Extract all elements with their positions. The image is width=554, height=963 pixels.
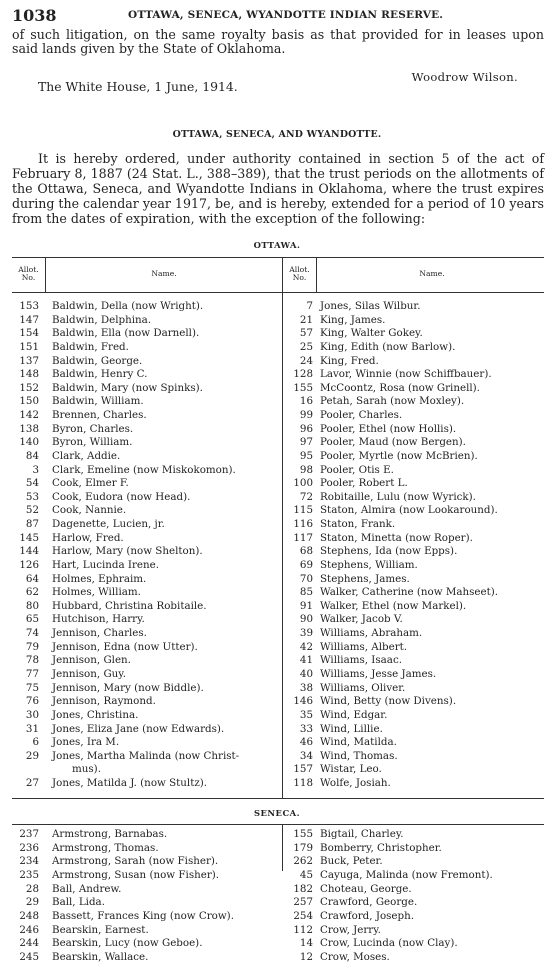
allottee-name: Ball, Andrew. [52, 882, 122, 895]
allotment-number: 236 [19, 841, 39, 854]
allotment-number: 138 [19, 422, 39, 435]
allotment-number: 91 [299, 599, 313, 612]
table-row [0, 546, 554, 557]
allotment-number: 75 [25, 681, 39, 694]
allotment-number: 112 [293, 923, 313, 936]
allottee-name: Wistar, Leo. [320, 763, 382, 776]
allottee-name: McCoontz, Rosa (now Grinell). [320, 381, 480, 394]
allotment-number: 46 [299, 736, 313, 749]
allottee-name: Crow, Jerry. [320, 923, 381, 936]
page-number: 1038 [12, 6, 57, 25]
allottee-name: Wind, Matilda. [320, 736, 397, 749]
allotment-number: 116 [293, 518, 313, 531]
allottee-name: Armstrong, Thomas. [52, 841, 159, 854]
allotment-number: 25 [299, 340, 313, 353]
allotment-number: 179 [293, 841, 313, 854]
allottee-name: Baldwin, George. [52, 354, 143, 367]
table-row [0, 952, 554, 963]
allottee-name: Baldwin, Ella (now Darnell). [52, 327, 200, 340]
allotment-number: 70 [299, 572, 313, 585]
allotment-number: 12 [299, 950, 313, 963]
allottee-name: Bomberry, Christopher. [320, 841, 442, 854]
allotment-number: 76 [25, 695, 39, 708]
allotment-number: 6 [32, 736, 39, 749]
allotment-number: 33 [299, 722, 313, 735]
allotment-number: 31 [25, 722, 39, 735]
allottee-name: mus). [72, 763, 101, 776]
table-row [0, 737, 554, 748]
table-row [0, 465, 554, 476]
allottee-name: Holmes, William. [52, 586, 141, 599]
allotment-number: 65 [25, 613, 39, 626]
allottee-name: Baldwin, Henry C. [52, 368, 148, 381]
allottee-name: Staton, Almira (now Lookaround). [320, 504, 498, 517]
allotment-number: 246 [19, 923, 39, 936]
allotment-number: 157 [293, 763, 313, 776]
table-row [0, 642, 554, 653]
executive-order-text: It is hereby ordered, under authority contained in section 5 of the act of February 8, 1887 (24 Stat. L., 388–389), that the trust periods on the allotments of the Ottawa, Seneca, and Wyandotte Indians in Oklahoma, where the trust expires during the calendar year 1917, be, and is hereby, extended for a period of 10 years from the dates of expiration, with the exception of the following: [12, 151, 544, 226]
allotment-number: 262 [293, 855, 313, 868]
allottee-name: Stephens, James. [320, 572, 410, 585]
allottee-name: Baldwin, Della (now Wright). [52, 300, 204, 312]
allottee-name: Jones, Silas Wilbur. [320, 300, 421, 312]
allotment-number: 147 [19, 313, 39, 326]
allottee-name: Jones, Matilda J. (now Stultz). [52, 777, 208, 790]
allottee-name: Clark, Emeline (now Miskokomon). [52, 463, 236, 476]
allotment-number: 30 [25, 708, 39, 721]
table-top-rule [12, 824, 544, 825]
allottee-name: King, James. [320, 313, 386, 326]
allotment-number: 57 [299, 327, 313, 340]
allotment-number: 234 [19, 855, 39, 868]
allotment-number: 62 [25, 586, 39, 599]
allotment-number: 155 [293, 381, 313, 394]
allottee-name: Wind, Thomas. [320, 749, 398, 762]
table-row [0, 424, 554, 435]
allottee-name: Armstrong, Sarah (now Fisher). [52, 855, 219, 868]
allottee-name: Jones, Christina. [52, 708, 139, 721]
allotment-number: 142 [19, 409, 39, 422]
allottee-name: Brennen, Charles. [52, 409, 147, 422]
allottee-name: Robitaille, Lulu (now Wyrick). [320, 490, 476, 503]
table-row [0, 533, 554, 544]
table-bottom-rule [12, 798, 544, 799]
allottee-name: Williams, Abraham. [320, 627, 423, 640]
table-row [0, 925, 554, 936]
allotment-number: 98 [299, 463, 313, 476]
allotment-number: 257 [293, 896, 313, 909]
allottee-name: Stephens, William. [320, 558, 418, 571]
allottee-name: Williams, Isaac. [320, 654, 402, 667]
allottee-name: Baldwin, William. [52, 395, 144, 408]
allotment-number: 248 [19, 909, 39, 922]
allottee-name: Jennison, Charles. [52, 627, 147, 640]
table-row [0, 437, 554, 448]
allottee-name: Byron, William. [52, 436, 133, 449]
allotment-number: 24 [299, 354, 313, 367]
allottee-name: Staton, Minetta (now Roper). [320, 531, 473, 544]
table-row [0, 683, 554, 694]
table-row [0, 369, 554, 380]
table-row [0, 938, 554, 949]
allotment-number: 117 [293, 531, 313, 544]
allotment-number: 128 [293, 368, 313, 381]
allotment-number: 85 [299, 586, 313, 599]
allottee-name: Baldwin, Mary (now Spinks). [52, 381, 203, 394]
allottee-name: Cayuga, Malinda (now Fremont). [320, 868, 493, 881]
allotment-number: 100 [293, 477, 313, 490]
table-row [0, 315, 554, 326]
table-row [0, 560, 554, 571]
allottee-name: Bearskin, Wallace. [52, 950, 149, 963]
allottee-name: Pooler, Ethel (now Hollis). [320, 422, 457, 435]
allotment-number: 21 [299, 313, 313, 326]
allotment-number: 38 [299, 681, 313, 694]
white-house-dateline: The White House, 1 June, 1914. [38, 79, 238, 94]
table-top-rule [12, 257, 544, 258]
allottee-name: Bassett, Frances King (now Crow). [52, 909, 234, 922]
table-row [0, 751, 554, 762]
allotment-number: 29 [25, 896, 39, 909]
allottee-name: Hutchison, Harry. [52, 613, 145, 626]
section-heading: OTTAWA, SENECA, AND WYANDOTTE. [172, 129, 382, 140]
table-row [0, 764, 554, 775]
table-row [0, 601, 554, 612]
allottee-name: Harlow, Mary (now Shelton). [52, 545, 203, 558]
allotment-number: 54 [25, 477, 39, 490]
allotment-number: 146 [293, 695, 313, 708]
allotment-number: 118 [293, 777, 313, 790]
table-row [0, 410, 554, 421]
allottee-name: Pooler, Otis E. [320, 463, 394, 476]
allotment-number: 68 [299, 545, 313, 558]
allotment-number: 182 [293, 882, 313, 895]
table-row [0, 778, 554, 789]
allotment-number: 235 [19, 868, 39, 881]
table-row [0, 724, 554, 735]
allotment-number: 150 [19, 395, 39, 408]
allottee-name: Holmes, Ephraim. [52, 572, 147, 585]
table-row [0, 301, 554, 312]
allottee-name: Choteau, George. [320, 882, 412, 895]
allotment-number: 96 [299, 422, 313, 435]
table-row [0, 696, 554, 707]
allottee-name: Stephens, Ida (now Epps). [320, 545, 458, 558]
allotment-number: 72 [299, 490, 313, 503]
allotment-number: 137 [19, 354, 39, 367]
table-row [0, 505, 554, 516]
table-row [0, 628, 554, 639]
allottee-name: Wind, Edgar. [320, 708, 388, 721]
allottee-name: Armstrong, Susan (now Fisher). [52, 868, 220, 881]
allottee-name: Harlow, Fred. [52, 531, 124, 544]
allottee-name: Armstrong, Barnabas. [52, 828, 168, 840]
allotment-number: 144 [19, 545, 39, 558]
allottee-name: Wind, Betty (now Divens). [320, 695, 457, 708]
table-header-rule [12, 292, 544, 293]
allotment-number: 84 [25, 449, 39, 462]
allotment-number: 27 [25, 777, 39, 790]
table-row [0, 884, 554, 895]
table-row [0, 710, 554, 721]
allottee-name: Crawford, George. [320, 896, 418, 909]
allottee-name: Crow, Moses. [320, 950, 390, 963]
allotment-number: 99 [299, 409, 313, 422]
allottee-name: Cook, Elmer F. [52, 477, 129, 490]
table-row [0, 492, 554, 503]
allottee-name: Crawford, Joseph. [320, 909, 415, 922]
allotment-number: 237 [19, 828, 39, 840]
table-row [0, 614, 554, 625]
col-header-allot-no: Allot. No. [289, 265, 310, 282]
table-row [0, 328, 554, 339]
running-title: OTTAWA, SENECA, WYANDOTTE INDIAN RESERVE. [128, 9, 444, 21]
table-row [0, 451, 554, 462]
allottee-name: Williams, Albert. [320, 640, 408, 653]
allotment-number: 28 [25, 882, 39, 895]
allotment-number: 16 [299, 395, 313, 408]
table-row [0, 856, 554, 867]
table-row [0, 396, 554, 407]
allotment-number: 95 [299, 449, 313, 462]
allottee-name: Cook, Eudora (now Head). [52, 490, 191, 503]
table-row [0, 911, 554, 922]
allottee-name: Jennison, Edna (now Utter). [52, 640, 198, 653]
col-header-allot-no: Allot. No. [18, 265, 39, 282]
allottee-name: Williams, Oliver. [320, 681, 406, 694]
allotment-number: 245 [19, 950, 39, 963]
allotment-number: 145 [19, 531, 39, 544]
allotment-number: 140 [19, 436, 39, 449]
allotment-number: 90 [299, 613, 313, 626]
allotment-number: 41 [299, 654, 313, 667]
allottee-name: Jones, Ira M. [52, 736, 120, 749]
allottee-name: Baldwin, Delphina. [52, 313, 152, 326]
allottee-name: Petah, Sarah (now Moxley). [320, 395, 465, 408]
col-header-name: Name. [419, 269, 445, 278]
allotment-number: 78 [25, 654, 39, 667]
allottee-name: Jennison, Raymond. [52, 695, 156, 708]
allotment-number: 29 [25, 749, 39, 762]
allottee-name: King, Edith (now Barlow). [320, 340, 456, 353]
allottee-name: Jennison, Glen. [52, 654, 131, 667]
table-row [0, 519, 554, 530]
table-row [0, 870, 554, 881]
table-row [0, 478, 554, 489]
allotment-number: 34 [299, 749, 313, 762]
allotment-number: 79 [25, 640, 39, 653]
allotment-number: 244 [19, 937, 39, 950]
allottee-name: Pooler, Charles. [320, 409, 403, 422]
allottee-name: Baldwin, Fred. [52, 340, 129, 353]
allottee-name: Clark, Addie. [52, 449, 121, 462]
signature: Woodrow Wilson. [411, 70, 518, 84]
allottee-name: Cook, Nannie. [52, 504, 127, 517]
allotment-number: 52 [25, 504, 39, 517]
allottee-name: Bearskin, Earnest. [52, 923, 149, 936]
table-row [0, 843, 554, 854]
col-header-name: Name. [151, 269, 177, 278]
continued-paragraph: of such litigation, on the same royalty basis as that provided for in leases upon said lands given by the State of Oklahoma. [12, 27, 544, 56]
allotment-number: 3 [32, 463, 39, 476]
allotment-number: 151 [19, 340, 39, 353]
allottee-name: Bearskin, Lucy (now Geboe). [52, 937, 203, 950]
allotment-number: 153 [19, 300, 39, 312]
allotment-number: 254 [293, 909, 313, 922]
table-row [0, 587, 554, 598]
allottee-name: Jones, Martha Malinda (now Christ- [52, 749, 240, 762]
allottee-name: Hart, Lucinda Irene. [52, 558, 159, 571]
allottee-name: Pooler, Maud (now Bergen). [320, 436, 466, 449]
allottee-name: Pooler, Myrtle (now McBrien). [320, 449, 478, 462]
allottee-name: Wolfe, Josiah. [320, 777, 391, 790]
allotment-number: 74 [25, 627, 39, 640]
allottee-name: Ball, Lida. [52, 896, 105, 909]
allottee-name: Walker, Jacob V. [320, 613, 403, 626]
page-header [12, 6, 544, 24]
allottee-name: Buck, Peter. [320, 855, 383, 868]
allottee-name: Crow, Lucinda (now Clay). [320, 937, 458, 950]
allottee-name: Wind, Lillie. [320, 722, 383, 735]
allottee-name: Hubbard, Christina Robitaile. [52, 599, 207, 612]
allottee-name: Williams, Jesse James. [320, 668, 437, 680]
ottawa-heading: OTTAWA. [253, 240, 301, 250]
allottee-name: King, Fred. [320, 354, 379, 367]
table-row [0, 383, 554, 394]
table-row [0, 829, 554, 840]
table-row [0, 669, 554, 680]
table-row [0, 342, 554, 353]
allottee-name: Staton, Frank. [320, 518, 396, 531]
table-row [0, 655, 554, 666]
table-row [0, 356, 554, 367]
allotment-number: 7 [306, 300, 313, 312]
allotment-number: 155 [293, 828, 313, 840]
allotment-number: 40 [299, 668, 313, 680]
allotment-number: 77 [25, 668, 39, 680]
allotment-number: 126 [19, 558, 39, 571]
allottee-name: Jennison, Mary (now Biddle). [52, 681, 204, 694]
allottee-name: Bigtail, Charley. [320, 828, 404, 840]
allottee-name: Dagenette, Lucien, jr. [52, 518, 165, 531]
table-row [0, 574, 554, 585]
allottee-name: King, Walter Gokey. [320, 327, 423, 340]
seneca-heading: SENECA. [253, 808, 301, 818]
table-row [0, 897, 554, 908]
allotment-number: 45 [299, 868, 313, 881]
allotment-number: 87 [25, 518, 39, 531]
allotment-number: 115 [293, 504, 313, 517]
allotment-number: 14 [299, 937, 313, 950]
allottee-name: Pooler, Robert L. [320, 477, 408, 490]
allottee-name: Walker, Ethel (now Markel). [320, 599, 467, 612]
allottee-name: Byron, Charles. [52, 422, 134, 435]
allotment-number: 69 [299, 558, 313, 571]
allotment-number: 154 [19, 327, 39, 340]
allotment-number: 42 [299, 640, 313, 653]
allotment-number: 35 [299, 708, 313, 721]
allotment-number: 152 [19, 381, 39, 394]
allotment-number: 148 [19, 368, 39, 381]
allotment-number: 39 [299, 627, 313, 640]
allotment-number: 64 [25, 572, 39, 585]
allottee-name: Jennison, Guy. [52, 668, 127, 680]
allottee-name: Walker, Catherine (now Mahseet). [320, 586, 499, 599]
allottee-name: Lavor, Winnie (now Schiffbauer). [320, 368, 492, 381]
allotment-number: 53 [25, 490, 39, 503]
allotment-number: 97 [299, 436, 313, 449]
allottee-name: Jones, Eliza Jane (now Edwards). [52, 722, 225, 735]
allotment-number: 80 [25, 599, 39, 612]
